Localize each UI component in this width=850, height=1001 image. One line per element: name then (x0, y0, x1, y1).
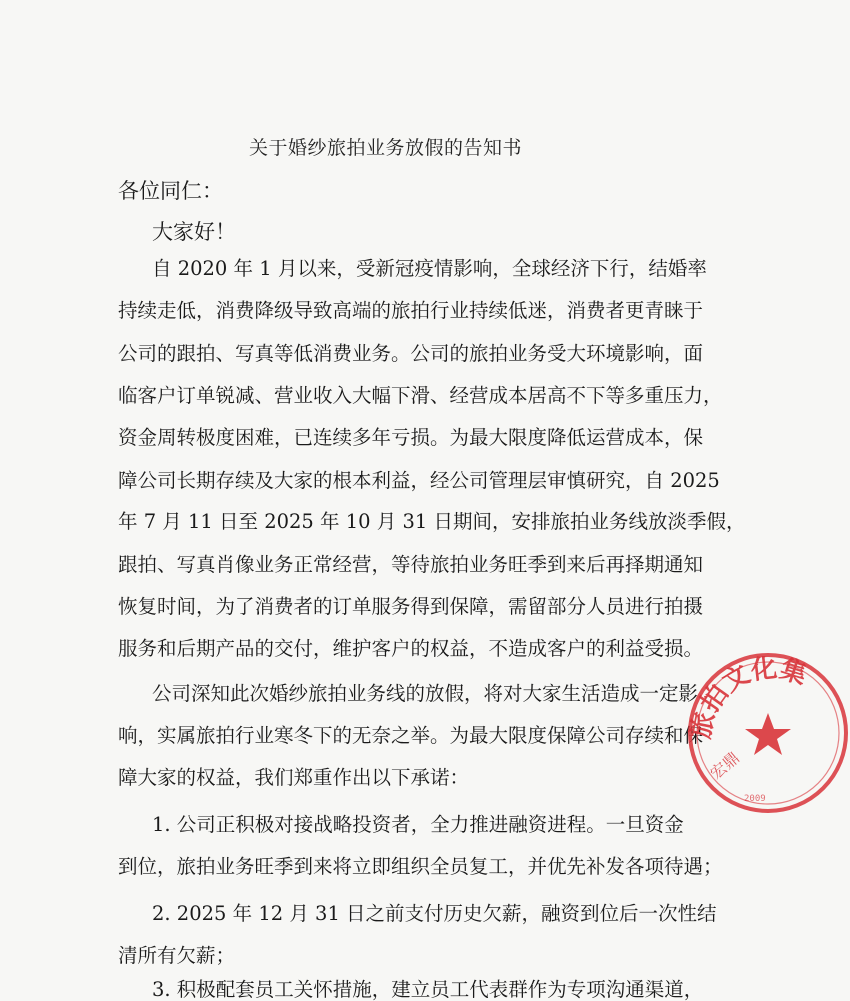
body-line: 服务和后期产品的交付，维护客户的权益，不造成客户的利益受损。 (118, 637, 704, 660)
body-line: 临客户订单锐减、营业收入大幅下滑、经营成本居高不下等多重压力， (118, 384, 723, 407)
commitment-item: 3. 积极配套员工关怀措施，建立员工代表群作为专项沟通渠道， (152, 978, 704, 1001)
company-seal-stamp (680, 645, 850, 815)
commitment-item: 到位，旅拍业务旺季到来将立即组织全员复工，并优先补发各项待遇； (118, 855, 723, 878)
body-line: 公司深知此次婚纱旅拍业务线的放假，将对大家生活造成一定影 (152, 682, 699, 705)
body-line: 资金周转极度困难，已连续多年亏损。为最大限度降低运营成本，保 (118, 426, 704, 449)
seal-partial-text: 宏鼎 (706, 747, 744, 784)
salutation: 各位同仁： (118, 179, 223, 203)
commitment-item: 清所有欠薪； (118, 944, 236, 967)
body-line: 跟拍、写真肖像业务正常经营，等待旅拍业务旺季到来后再择期通知 (118, 553, 704, 576)
greeting-line: 大家好！ (152, 220, 236, 244)
svg-text:旅拍文化集 (686, 653, 810, 741)
body-line: 自 2020 年 1 月以来，受新冠疫情影响，全球经济下行，结婚率 (152, 257, 707, 280)
body-line: 恢复时间，为了消费者的订单服务得到保障，需留部分人员进行拍摄 (118, 595, 704, 618)
seal-number: 2009 (744, 794, 766, 804)
commitment-item: 1. 公司正积极对接战略投资者，全力推进融资进程。一旦资金 (152, 813, 684, 836)
body-line: 响，实属旅拍行业寒冬下的无奈之举。为最大限度保障公司存续和保 (118, 724, 704, 747)
body-line: 障大家的权益，我们郑重作出以下承诺： (118, 766, 470, 789)
commitment-item: 2. 2025 年 12 月 31 日之前支付历史欠薪，融资到位后一次性结 (152, 902, 717, 925)
seal-text: 旅拍文化集 (686, 653, 811, 742)
body-line: 公司的跟拍、写真等低消费业务。公司的旅拍业务受大环境影响，面 (118, 342, 704, 365)
body-line: 年 7 月 11 日至 2025 年 10 月 31 日期间，安排旅拍业务线放淡季假， (118, 510, 746, 533)
document-title: 关于婚纱旅拍业务放假的告知书 (248, 137, 522, 159)
body-line: 持续走低，消费降级导致高端的旅拍行业持续低迷，消费者更青睐于 (118, 299, 704, 322)
body-line: 障公司长期存续及大家的根本利益，经公司管理层审慎研究，自 2025 (118, 469, 720, 492)
